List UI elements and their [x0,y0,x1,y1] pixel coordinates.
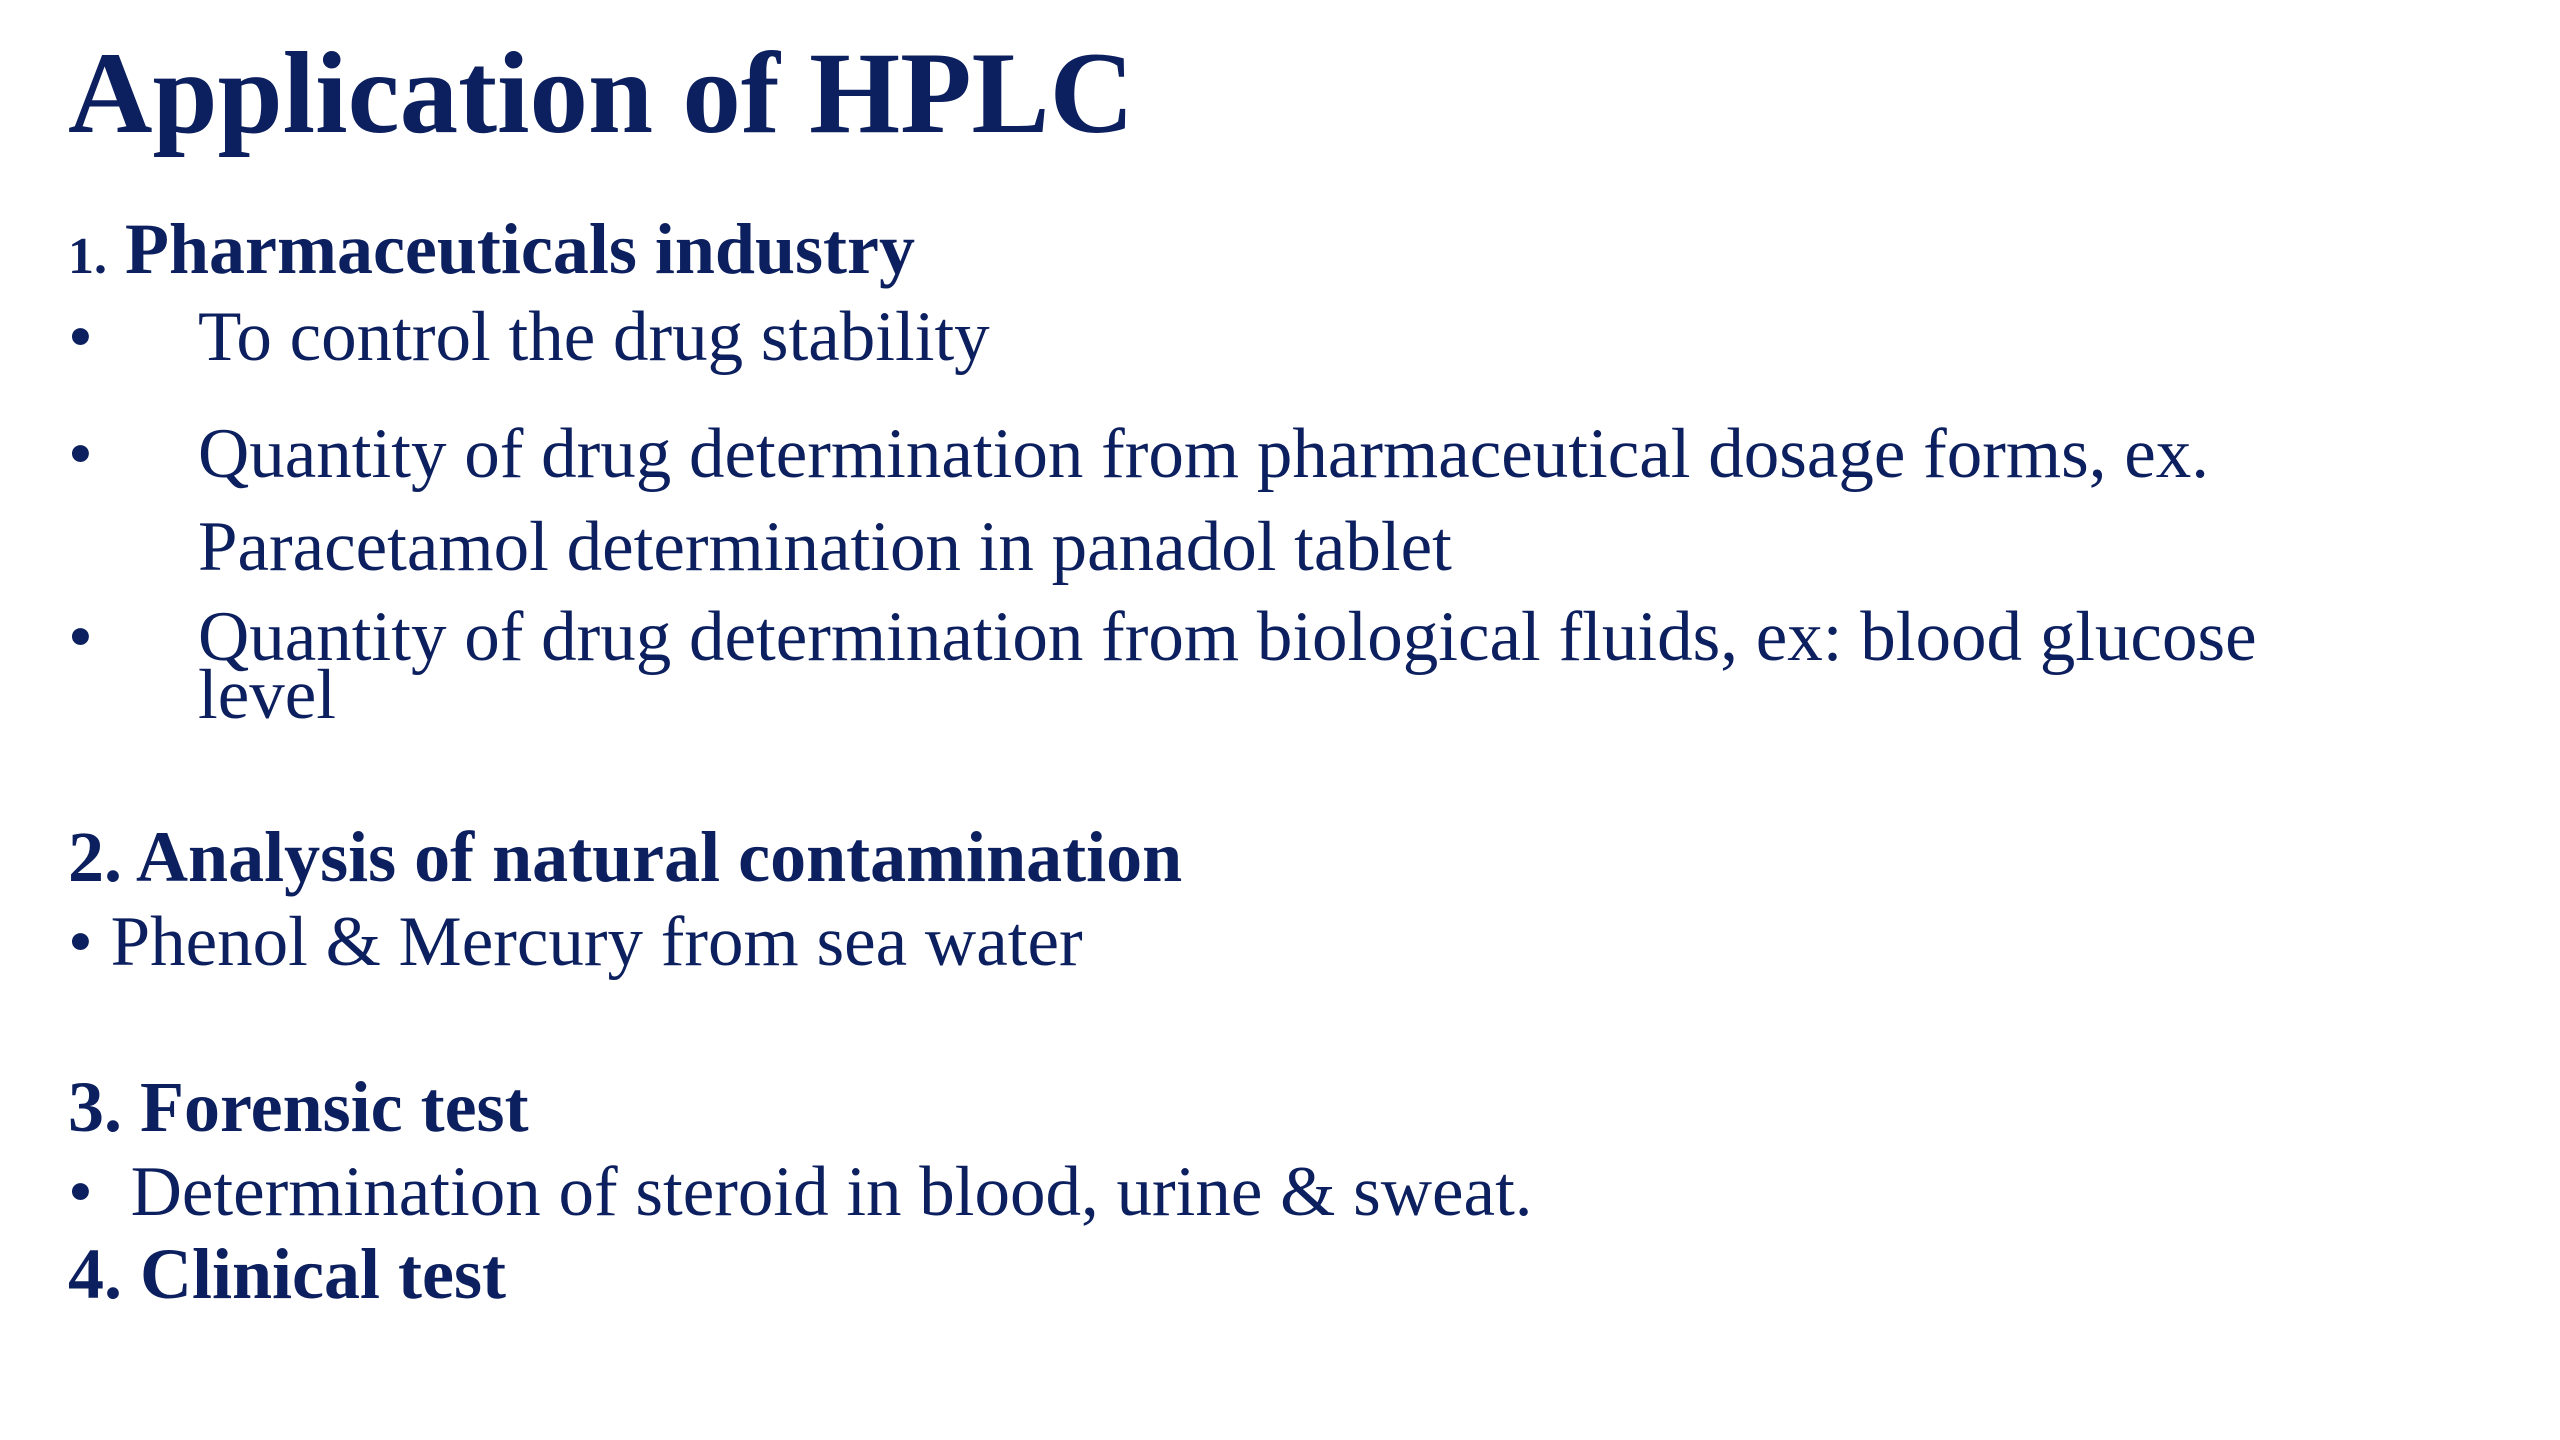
section-number-1: 1. [68,228,107,285]
bullet-text: Determination of steroid in blood, urine & sweat. [130,1153,1533,1231]
bullet-marker: • [68,415,93,493]
bullet-item [68,1153,1533,1233]
bullet-text: Phenol & Mercury from sea water [110,903,1083,981]
section-heading-1 [68,210,915,289]
bullet-item [68,903,1083,983]
section-heading-2: 2. Analysis of natural contamination [68,817,1183,897]
bullet-text: Quantity of drug determination from pharmaceutical dosage forms, ex. [198,415,2210,493]
bullet-marker: • [68,598,93,676]
section-heading-3: 3. Forensic test [68,1067,529,1147]
bullet-text: Paracetamol determination in panadol tablet [198,508,1452,586]
bullet-marker: • [68,298,93,376]
slide-title: Application of HPLC [68,29,1135,158]
section-heading-text-1: Pharmaceuticals industry [125,209,915,289]
bullet-marker: • [68,903,93,981]
bullet-text: Quantity of drug determination from biological fluids, ex: blood glucose [198,598,2257,676]
section-heading-4: 4. Clinical test [68,1234,506,1314]
bullet-text: level [198,656,336,734]
bullet-marker: • [68,1153,93,1231]
bullet-text: To control the drug stability [198,298,990,376]
